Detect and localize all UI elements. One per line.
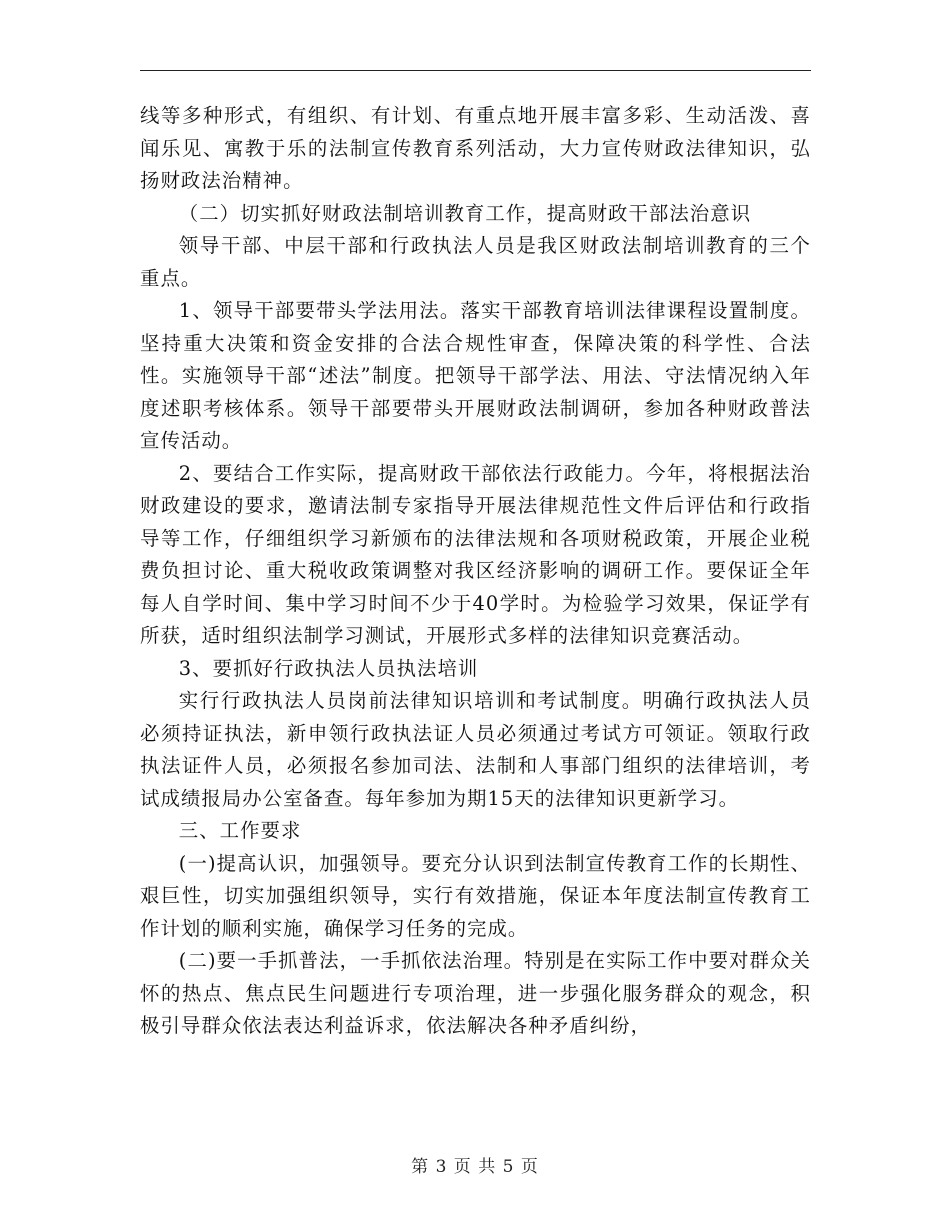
paragraph-continuation: 线等多种形式，有组织、有计划、有重点地开展丰富多彩、生动活泼、喜闻乐见、寓教于乐的法制宣传教育系列活动，大力宣传财政法律知识，弘扬财政法治精神。 [140,104,811,192]
paragraph-item-3-body: 实行行政执法人员岗前法律知识培训和考试制度。明确行政执法人员必须持证执法，新申领行政执法证人员必须通过考试方可领证。领取行政执法证件人员，必须报名参加司法、法制和人事部门组织的法律培训，考试成绩报局办公室备查。每年参加为期15天的法律知识更新学习。 [140,689,811,810]
paragraph-requirement-1: (一)提高认识，加强领导。要充分认识到法制宣传教育工作的长期性、艰巨性，切实加强组织领导，实行有效措施，保证本年度法制宣传教育工作计划的顺利实施，确保学习任务的完成。 [140,851,811,940]
paragraph-item-1: 1、领导干部要带头学法用法。落实干部教育培训法律课程设置制度。坚持重大决策和资金安排的合法合规性审查，保障决策的科学性、合法性。实施领导干部“述法”制度。把领导干部学法、用法、守法情况纳入年度述职考核体系。领导干部要带头开展财政法制调研，参加各种财政普法宣传活动。 [140,299,811,452]
section-heading-requirements: 三、工作要求 [178,819,302,842]
paragraph-training-focus: 领导干部、中层干部和行政执法人员是我区财政法制培训教育的三个重点。 [140,234,811,290]
section-heading-training: （二）切实抓好财政法制培训教育工作，提高财政干部法治意识 [178,201,752,225]
paragraph-item-2: 2、要结合工作实际，提高财政干部依法行政能力。今年，将根据法治财政建设的要求，邀请法制专家指导开展法律规范性文件后评估和行政指导等工作，仔细组织学习新颁布的法律法规和各项财税政策，开展企业税费负担讨论、重大税收政策调整对我区经济影响的调研工作。要保证全年每人自学时间、集中学习时间不少于40学时。为检验学习效果，保证学有所获，适时组织法制学习测试，开展形式多样的法律知识竞赛活动。 [140,461,811,647]
paragraph-item-3-heading: 3、要抓好行政执法人员执法培训 [178,656,479,680]
header-rule [140,70,811,71]
page-number-footer: 第 3 页 共 5 页 [411,1157,539,1177]
paragraph-requirement-2: (二)要一手抓普法，一手抓依法治理。特别是在实际工作中要对群众关怀的热点、焦点民生问题进行专项治理，进一步强化服务群众的观念，积极引导群众依法表达利益诉求，依法解决各种矛盾纠纷， [140,949,811,1037]
document-body [140,100,811,1043]
